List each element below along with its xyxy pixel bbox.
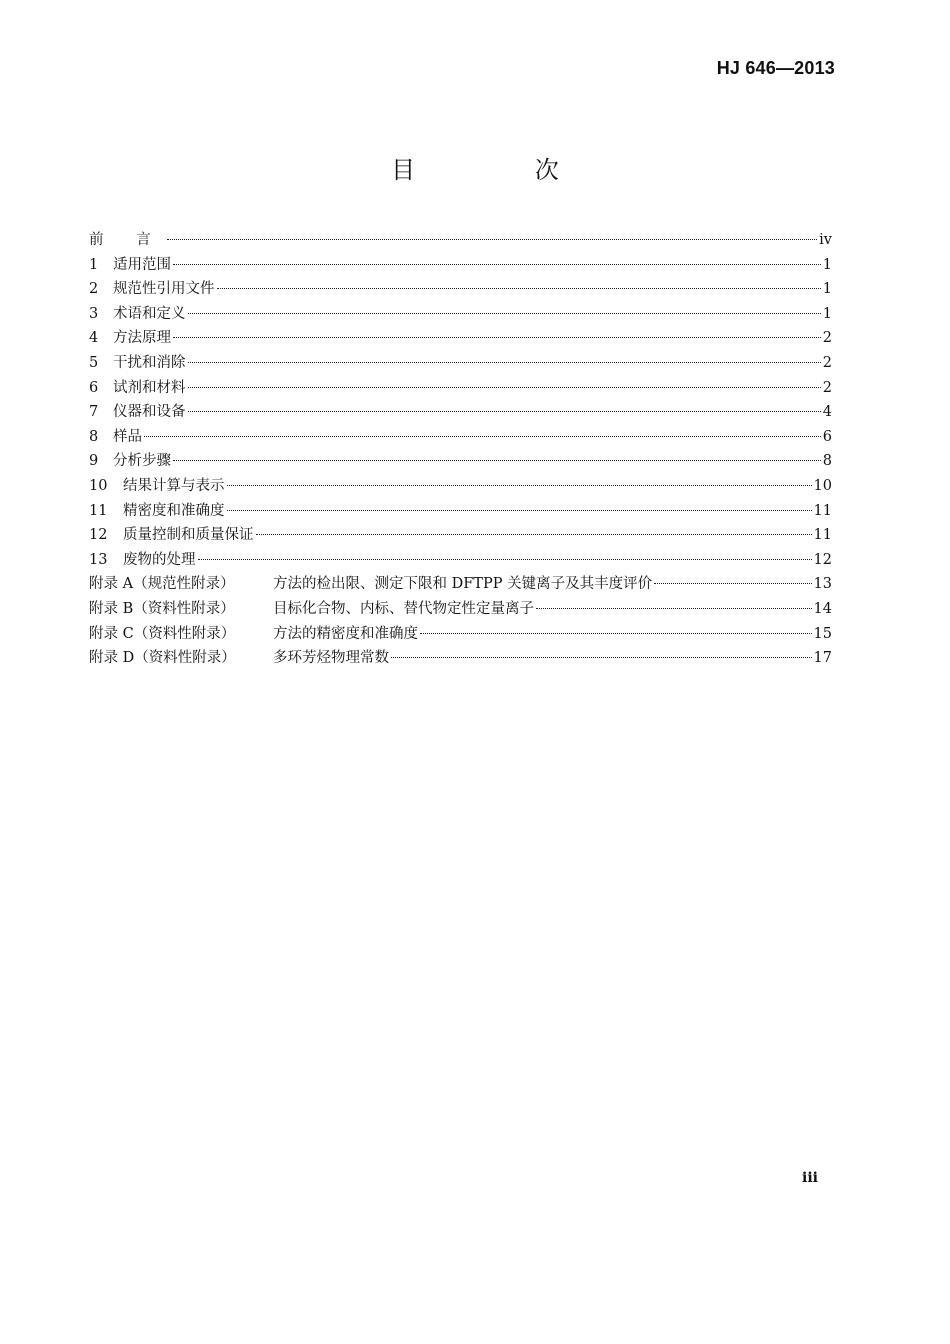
toc-entry-label: 术语和定义 xyxy=(113,305,186,322)
toc-entry-label: 样品 xyxy=(113,428,142,445)
toc-dot-leader xyxy=(188,362,821,363)
toc-entry-page: 2 xyxy=(822,379,832,396)
toc-entry-label: 目标化合物、内标、替代物定性定量离子 xyxy=(273,600,534,617)
toc-dot-leader xyxy=(173,337,821,338)
toc-entry-number: 7 xyxy=(89,404,99,421)
toc-entry-page: 1 xyxy=(822,281,832,298)
toc-entry-label: 精密度和准确度 xyxy=(123,502,225,519)
toc-dot-leader xyxy=(227,510,812,511)
toc-entry-section-9[interactable] xyxy=(89,449,832,474)
toc-entry-page: 6 xyxy=(822,428,832,445)
toc-annex-tag: 附录 B（资料性附录） xyxy=(89,600,235,617)
toc-entry-number: 3 xyxy=(89,305,99,322)
toc-entry-label: 方法的检出限、测定下限和 DFTPP 关键离子及其丰度评价 xyxy=(273,576,653,593)
toc-entry-number: 13 xyxy=(89,551,108,568)
toc-entry-annex-b[interactable] xyxy=(89,597,832,622)
toc-entry-section-8[interactable] xyxy=(89,425,832,450)
toc-entry-page: 14 xyxy=(813,600,832,617)
toc-entry-number: 6 xyxy=(89,379,99,396)
toc-dot-leader xyxy=(167,239,818,240)
toc-entry-number: 8 xyxy=(89,428,99,445)
toc-entry-label: 仪器和设备 xyxy=(113,404,186,421)
toc-entry-page: iv xyxy=(819,232,832,248)
toc-dot-leader xyxy=(536,608,812,609)
table-of-contents xyxy=(89,228,832,671)
toc-entry-label: 多环芳烃物理常数 xyxy=(273,650,389,667)
toc-entry-number: 9 xyxy=(89,453,99,470)
toc-dot-leader xyxy=(654,583,811,584)
toc-entry-label: 方法原理 xyxy=(113,330,171,347)
toc-entry-section-11[interactable] xyxy=(89,499,832,524)
standard-code: HJ 646—2013 xyxy=(716,58,835,78)
toc-entry-label: 废物的处理 xyxy=(123,551,196,568)
toc-dot-leader xyxy=(173,460,821,461)
toc-entry-label: 前 言 xyxy=(89,232,165,248)
toc-entry-page: 12 xyxy=(813,551,832,568)
toc-entry-number: 11 xyxy=(89,502,108,519)
toc-entry-annex-d[interactable] xyxy=(89,646,832,671)
page-title: 目 次 xyxy=(391,156,615,184)
toc-entry-number: 5 xyxy=(89,354,99,371)
toc-entry-page: 1 xyxy=(822,256,832,273)
toc-entry-annex-a[interactable] xyxy=(89,572,832,597)
toc-entry-label: 方法的精密度和准确度 xyxy=(273,625,418,642)
toc-dot-leader xyxy=(227,485,812,486)
toc-entry-page: 11 xyxy=(813,502,832,519)
toc-entry-number: 12 xyxy=(89,527,108,544)
toc-entry-page: 2 xyxy=(822,330,832,347)
toc-dot-leader xyxy=(144,436,821,437)
toc-entry-label: 质量控制和质量保证 xyxy=(123,527,254,544)
toc-dot-leader xyxy=(173,264,821,265)
toc-entry-section-7[interactable] xyxy=(89,400,832,425)
toc-entry-page: 13 xyxy=(813,576,832,593)
toc-entry-preface[interactable] xyxy=(89,228,832,253)
toc-dot-leader xyxy=(188,387,821,388)
toc-entry-section-4[interactable] xyxy=(89,326,832,351)
toc-entry-label: 试剂和材料 xyxy=(113,379,186,396)
toc-entry-section-5[interactable] xyxy=(89,351,832,376)
toc-entry-section-3[interactable] xyxy=(89,302,832,327)
toc-entry-section-10[interactable] xyxy=(89,474,832,499)
toc-annex-tag: 附录 D（资料性附录） xyxy=(89,650,236,667)
toc-entry-number: 2 xyxy=(89,281,99,298)
toc-entry-label: 适用范围 xyxy=(113,256,171,273)
toc-dot-leader xyxy=(420,633,812,634)
toc-entry-label: 分析步骤 xyxy=(113,453,171,470)
page-number: iii xyxy=(802,1170,818,1186)
toc-entry-page: 15 xyxy=(813,625,832,642)
toc-entry-number: 1 xyxy=(89,256,99,273)
toc-entry-page: 11 xyxy=(813,527,832,544)
toc-annex-tag: 附录 A（规范性附录） xyxy=(89,576,235,593)
toc-dot-leader xyxy=(198,559,812,560)
toc-entry-label: 干扰和消除 xyxy=(113,354,186,371)
toc-entry-page: 10 xyxy=(813,477,832,494)
toc-entry-page: 1 xyxy=(822,305,832,322)
toc-annex-tag: 附录 C（资料性附录） xyxy=(89,625,236,642)
toc-dot-leader xyxy=(188,313,821,314)
toc-dot-leader xyxy=(391,657,812,658)
toc-entry-section-2[interactable] xyxy=(89,277,832,302)
toc-entry-label: 结果计算与表示 xyxy=(123,477,225,494)
toc-entry-page: 8 xyxy=(822,453,832,470)
toc-entry-page: 4 xyxy=(822,404,832,421)
toc-entry-number: 4 xyxy=(89,330,99,347)
toc-dot-leader xyxy=(217,288,821,289)
toc-entry-label: 规范性引用文件 xyxy=(113,281,215,298)
toc-dot-leader xyxy=(188,411,821,412)
toc-dot-leader xyxy=(256,534,812,535)
toc-entry-section-1[interactable] xyxy=(89,253,832,278)
toc-entry-page: 2 xyxy=(822,354,832,371)
toc-entry-section-6[interactable] xyxy=(89,376,832,401)
toc-entry-section-12[interactable] xyxy=(89,523,832,548)
toc-entry-section-13[interactable] xyxy=(89,548,832,573)
toc-entry-page: 17 xyxy=(813,650,832,667)
toc-entry-number: 10 xyxy=(89,477,108,494)
toc-entry-annex-c[interactable] xyxy=(89,622,832,647)
